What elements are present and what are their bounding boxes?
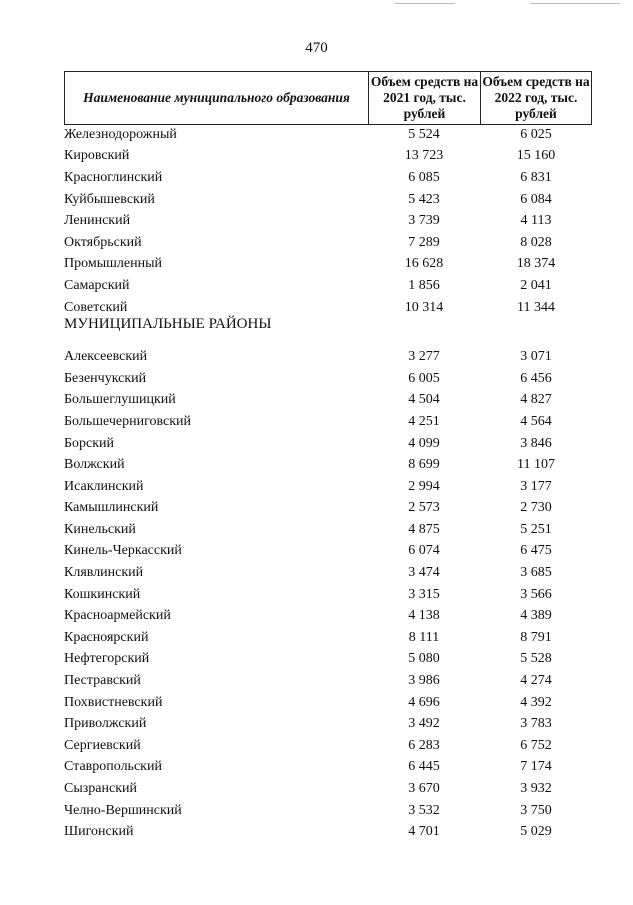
- table-row: [64, 778, 592, 800]
- municipal-districts: [64, 346, 592, 843]
- row-value-2021: 5 080: [408, 651, 440, 667]
- row-name: Кинель-Черкасский: [64, 543, 182, 559]
- row-name: Алексеевский: [64, 349, 148, 365]
- row-name: Октябрьский: [64, 234, 142, 250]
- row-value-2022: 5 528: [520, 651, 552, 667]
- table-row: [64, 562, 592, 584]
- row-value-2022: 6 084: [520, 191, 552, 207]
- row-name: Кошкинский: [64, 586, 141, 602]
- row-value-2022: 3 783: [520, 716, 552, 732]
- row-name: Большеглушицкий: [64, 392, 176, 408]
- table-row: [64, 757, 592, 779]
- page-number: 470: [305, 40, 328, 56]
- row-value-2022: 4 274: [520, 673, 552, 689]
- row-value-2021: 3 315: [408, 586, 440, 602]
- row-name: Шигонский: [64, 824, 134, 840]
- row-value-2022: 3 685: [520, 565, 552, 581]
- row-value-2021: 4 504: [408, 392, 440, 408]
- row-value-2022: 18 374: [516, 256, 556, 272]
- row-value-2021: 5 423: [408, 191, 440, 207]
- row-name: Челно-Вершинский: [64, 802, 182, 818]
- row-value-2021: 3 474: [408, 565, 440, 581]
- table-row: [64, 692, 592, 714]
- row-value-2022: 8 791: [520, 629, 552, 645]
- table-row: [64, 368, 592, 390]
- row-value-2021: 3 492: [408, 716, 440, 732]
- row-value-2021: 13 723: [404, 148, 444, 164]
- table-row: [64, 390, 592, 412]
- scan-mark: [395, 3, 455, 4]
- row-name: Промышленный: [64, 256, 162, 272]
- row-value-2021: 8 699: [408, 457, 440, 473]
- row-value-2021: 6 005: [408, 370, 440, 386]
- table-row: [64, 346, 592, 368]
- row-name: Сызранский: [64, 781, 137, 797]
- row-name: Сергиевский: [64, 737, 141, 753]
- row-name: Красноглинский: [64, 169, 163, 185]
- row-value-2022: 4 827: [520, 392, 552, 408]
- row-name: Безенчукский: [64, 370, 147, 386]
- row-value-2021: 2 994: [408, 478, 440, 494]
- row-value-2021: 3 277: [408, 349, 440, 365]
- row-value-2022: 4 392: [520, 694, 552, 710]
- row-value-2022: 3 566: [520, 586, 552, 602]
- row-name: Камышлинский: [64, 500, 159, 516]
- table-row: [64, 519, 592, 541]
- table-row: [64, 735, 592, 757]
- row-value-2022: 4 113: [520, 213, 552, 229]
- row-value-2022: 6 025: [520, 126, 552, 142]
- row-name: Кинельский: [64, 521, 136, 537]
- row-value-2021: 4 875: [408, 521, 440, 537]
- row-value-2022: 3 932: [520, 781, 552, 797]
- row-name: Похвистневский: [64, 694, 163, 710]
- section-title: [64, 318, 592, 346]
- scan-mark: [530, 3, 620, 4]
- section-title-text: МУНИЦИПАЛЬНЫЕ РАЙОНЫ: [64, 316, 272, 333]
- row-value-2022: 3 177: [520, 478, 552, 494]
- row-value-2022: 6 752: [520, 737, 552, 753]
- header-2022: Объем средств на 2022 год, тыс. рублей: [482, 74, 590, 121]
- row-value-2022: 3 750: [520, 802, 552, 818]
- table-row: [64, 433, 592, 455]
- row-name: Ставропольский: [64, 759, 162, 775]
- row-value-2022: 8 028: [520, 234, 552, 250]
- row-value-2021: 4 701: [408, 824, 440, 840]
- header-2021: Объем средств на 2021 год, тыс. рублей: [369, 72, 481, 124]
- table-row: [64, 821, 592, 843]
- table-row: [64, 670, 592, 692]
- table-row: [64, 146, 592, 168]
- table-row: [64, 627, 592, 649]
- table-body: [64, 124, 592, 843]
- row-value-2022: 3 846: [520, 435, 552, 451]
- row-value-2021: 5 524: [408, 126, 440, 142]
- table-row: [64, 541, 592, 563]
- row-value-2021: 10 314: [404, 299, 444, 315]
- row-name: Кировский: [64, 148, 130, 164]
- row-value-2021: 6 074: [408, 543, 440, 559]
- row-value-2021: 4 251: [408, 413, 440, 429]
- row-name: Красноярский: [64, 629, 149, 645]
- row-name: Советский: [64, 299, 128, 315]
- row-name: Большечерниговский: [64, 413, 192, 429]
- row-value-2022: 6 475: [520, 543, 552, 559]
- row-name: Волжский: [64, 457, 125, 473]
- table-row: [64, 210, 592, 232]
- table-row: [64, 476, 592, 498]
- row-value-2022: 5 251: [520, 521, 552, 537]
- table-row: [64, 605, 592, 627]
- row-value-2021: 3 670: [408, 781, 440, 797]
- row-value-2021: 16 628: [404, 256, 444, 272]
- row-value-2022: 3 071: [520, 349, 552, 365]
- table-row: [64, 454, 592, 476]
- header-name: Наименование муниципального образования: [65, 72, 369, 124]
- row-value-2022: 6 831: [520, 169, 552, 185]
- row-value-2021: 6 085: [408, 169, 440, 185]
- row-value-2021: 6 283: [408, 737, 440, 753]
- urban-districts: [64, 124, 592, 318]
- row-value-2021: 4 138: [408, 608, 440, 624]
- table-row: [64, 498, 592, 520]
- table-row: [64, 713, 592, 735]
- row-name: Приволжский: [64, 716, 147, 732]
- row-name: Нефтегорский: [64, 651, 150, 667]
- row-value-2022: 11 344: [517, 299, 555, 315]
- row-name: Клявлинский: [64, 565, 144, 581]
- row-name: Куйбышевский: [64, 191, 155, 207]
- table-row: [64, 189, 592, 211]
- row-value-2022: 15 160: [516, 148, 556, 164]
- row-name: Ленинский: [64, 213, 131, 229]
- table-row: [64, 649, 592, 671]
- table-row: [64, 411, 592, 433]
- row-value-2022: 11 107: [517, 457, 555, 473]
- row-value-2022: 5 029: [520, 824, 552, 840]
- row-value-2022: 7 174: [520, 759, 552, 775]
- row-value-2021: 4 099: [408, 435, 440, 451]
- table-row: [64, 584, 592, 606]
- row-value-2021: 4 696: [408, 694, 440, 710]
- table-row: [64, 275, 592, 297]
- row-name: Борский: [64, 435, 115, 451]
- row-value-2021: 7 289: [408, 234, 440, 250]
- row-value-2021: 1 856: [408, 277, 440, 293]
- row-value-2021: 3 739: [408, 213, 440, 229]
- row-value-2021: 8 111: [408, 629, 440, 645]
- row-name: Железнодорожный: [64, 126, 177, 142]
- row-value-2021: 2 573: [408, 500, 440, 516]
- row-name: Самарский: [64, 277, 130, 293]
- table-row: [64, 254, 592, 276]
- table-row: [64, 124, 592, 146]
- row-value-2022: 4 389: [520, 608, 552, 624]
- row-value-2022: 2 730: [520, 500, 552, 516]
- row-name: Красноармейский: [64, 608, 171, 624]
- table-row: [64, 800, 592, 822]
- table-row: [64, 167, 592, 189]
- row-value-2021: 3 986: [408, 673, 440, 689]
- row-value-2021: 6 445: [408, 759, 440, 775]
- table-header: [64, 71, 592, 125]
- row-value-2022: 2 041: [520, 277, 552, 293]
- row-value-2021: 3 532: [408, 802, 440, 818]
- row-name: Пестравский: [64, 673, 141, 689]
- row-value-2022: 6 456: [520, 370, 552, 386]
- row-name: Исаклинский: [64, 478, 144, 494]
- table-row: [64, 232, 592, 254]
- row-value-2022: 4 564: [520, 413, 552, 429]
